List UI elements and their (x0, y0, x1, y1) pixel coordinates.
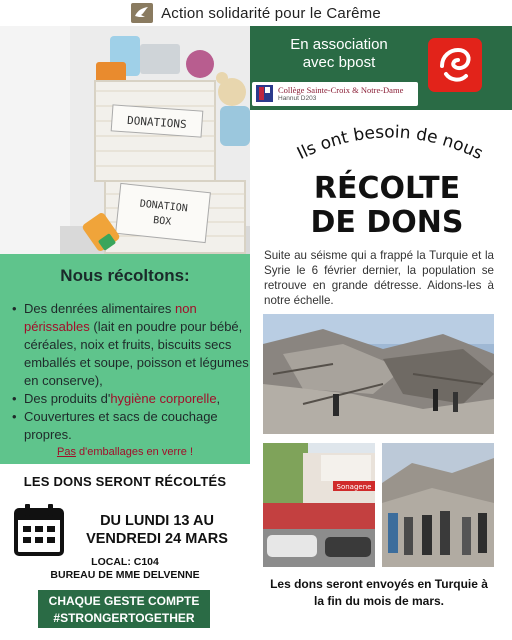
association-line-2: avec bpost (302, 54, 376, 71)
main-title (262, 172, 512, 240)
list-item-highlight: hygiène corporelle (110, 391, 217, 406)
list-item (12, 390, 257, 408)
location-line-1: LOCAL: C104 (91, 556, 159, 568)
college-crest-icon (256, 85, 273, 102)
location-line-2: BUREAU DE MME DELVENNE (50, 569, 200, 581)
collect-list (12, 300, 257, 444)
no-glass-note (0, 446, 250, 458)
date-line-1: DU LUNDI 13 AU (100, 513, 214, 529)
arc-heading-text: Ils ont besoin de nous (294, 122, 486, 165)
list-item (12, 300, 257, 390)
no-glass-text: d'emballages en verre ! (75, 446, 194, 458)
donation-boxes-photo (0, 26, 250, 254)
location-info (0, 556, 250, 582)
association-line-1: En association (290, 36, 388, 53)
list-item-text: Couvertures et sacs de couchage propres. (24, 409, 218, 442)
page-title: Action solidarité pour le Carême (161, 4, 381, 22)
college-badge (252, 82, 418, 106)
main-title-line-2: DE DONS (310, 205, 464, 240)
college-sub: Hannut D203 (278, 95, 317, 102)
page-header (0, 0, 512, 26)
date-line-2: VENDREDI 24 MARS (86, 531, 228, 547)
box-label-1: DONATIONS (126, 113, 188, 132)
bpost-logo (428, 38, 482, 92)
association-text (264, 36, 414, 72)
box-label-2b: BOX (152, 215, 172, 228)
calendar-icon (14, 502, 64, 556)
box-label-2a: DONATION (139, 198, 189, 215)
intro-paragraph: Suite au séisme qui a frappé la Turquie et la Syrie le 6 février dernier, la population se retrouve en grande détresse. Aidons-les à notre échelle. (264, 249, 494, 307)
no-glass-emphasis: Pas (56, 446, 76, 458)
rescue-people-photo (382, 443, 494, 567)
college-name: Collège Sainte-Croix & Notre-Dame (278, 85, 404, 95)
street-photo (263, 443, 375, 567)
dove-icon (131, 3, 153, 23)
main-title-line-1: RÉCOLTE (313, 171, 461, 206)
svg-text:Ils ont besoin de nous (294, 122, 486, 164)
collection-dates (72, 512, 242, 548)
footer-note: Les dons seront envoyés en Turquie à la fin du mois de mars. (270, 577, 488, 608)
list-item-text: Des denrées alimentaires (24, 301, 176, 316)
arc-heading (280, 110, 500, 170)
list-item-highlight: non périssables (24, 301, 197, 334)
slogan-line-1: CHAQUE GESTE COMPTE (48, 594, 200, 608)
earthquake-rubble-photo (263, 314, 494, 434)
list-item-text: Des produits d' (24, 391, 111, 406)
list-item-text: (lait en poudre pour bébé, céréales, noix et fruits, biscuits secs emballés et soupe, poisson et légumes en conserve), (24, 319, 249, 388)
slogan-box (38, 590, 210, 628)
slogan-hashtag: #STRONGERTOGETHER (53, 611, 195, 625)
collect-title: Nous récoltons: (60, 266, 190, 285)
schedule-heading: LES DONS SERONT RÉCOLTÉS (23, 474, 227, 489)
list-item (12, 408, 257, 444)
list-item-text: , (216, 391, 221, 406)
shop-sign-text: Sonagene (336, 483, 372, 491)
